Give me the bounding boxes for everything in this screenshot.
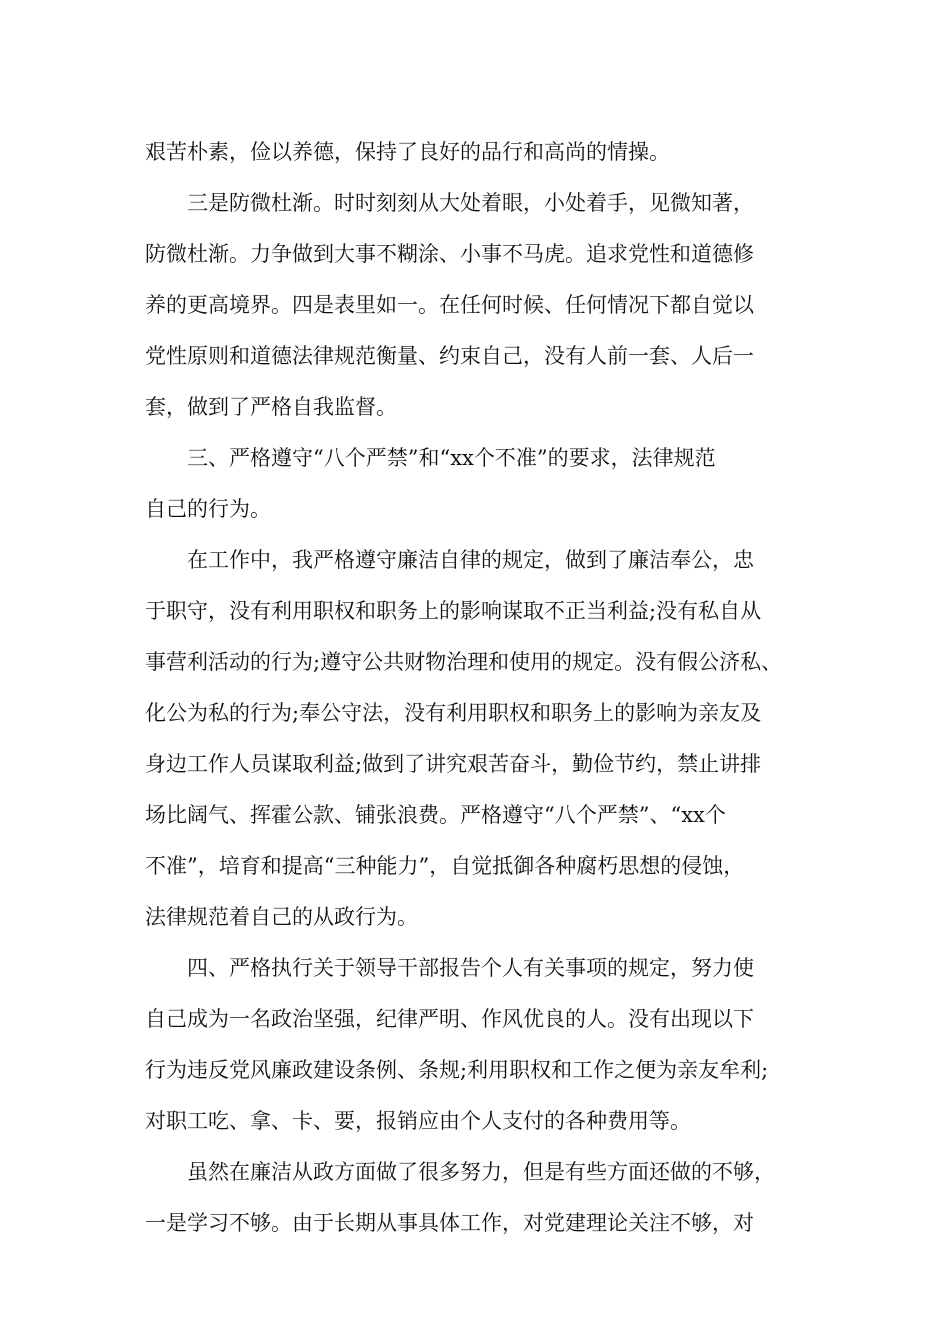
section-heading-4: 四、严格执行关于领导干部报告个人有关事项的规定，努力使: [187, 956, 754, 980]
text-line: 虽然在廉洁从政方面做了很多努力，但是有些方面还做的不够，: [187, 1160, 775, 1184]
text-line: 于职守，没有利用职权和职务上的影响谋取不正当利益;没有私自从: [145, 599, 762, 623]
text-line: 党性原则和道德法律规范衡量、约束自己，没有人前一套、人后一: [145, 344, 754, 368]
text-line: 行为违反党风廉政建设条例、条规;利用职权和工作之便为亲友牟利;: [145, 1058, 769, 1082]
text-line: 不准”，培育和提高“三种能力”，自觉抵御各种腐朽思想的侵蚀，: [145, 854, 745, 878]
text-line: 三是防微杜渐。时时刻刻从大处着眼，小处着手，见微知著，: [187, 191, 754, 215]
text-line: 对职工吃、拿、卡、要，报销应由个人支付的各种费用等。: [145, 1109, 691, 1133]
text-line: 法律规范着自己的从政行为。: [145, 905, 418, 929]
text-line: 化公为私的行为;奉公守法，没有利用职权和职务上的影响为亲友及: [145, 701, 762, 725]
text-line: 一是学习不够。由于长期从事具体工作，对党建理论关注不够，对: [145, 1211, 754, 1235]
text-line: 养的更高境界。四是表里如一。在任何时候、任何情况下都自觉以: [145, 293, 754, 317]
text-line: 在工作中，我严格遵守廉洁自律的规定，做到了廉洁奉公，忠: [187, 548, 754, 572]
text-line: 艰苦朴素，俭以养德，保持了良好的品行和高尚的情操。: [145, 140, 670, 164]
text-line: 套，做到了严格自我监督。: [145, 395, 397, 419]
text-line: 事营利活动的行为;遵守公共财物治理和使用的规定。没有假公济私、: [145, 650, 783, 674]
section-heading-3: 三、严格遵守“八个严禁”和“xx个不准”的要求，法律规范: [187, 446, 716, 470]
text-line: 自己的行为。: [145, 497, 271, 521]
text-line: 防微杜渐。力争做到大事不糊涂、小事不马虎。追求党性和道德修: [145, 242, 754, 266]
text-line: 自己成为一名政治坚强，纪律严明、作风优良的人。没有出现以下: [145, 1007, 754, 1031]
text-line: 身边工作人员谋取利益;做到了讲究艰苦奋斗，勤俭节约，禁止讲排: [145, 752, 762, 776]
text-line: 场比阔气、挥霍公款、铺张浪费。严格遵守“八个严禁”、“xx个: [145, 803, 726, 827]
body-text: [145, 127, 810, 1249]
